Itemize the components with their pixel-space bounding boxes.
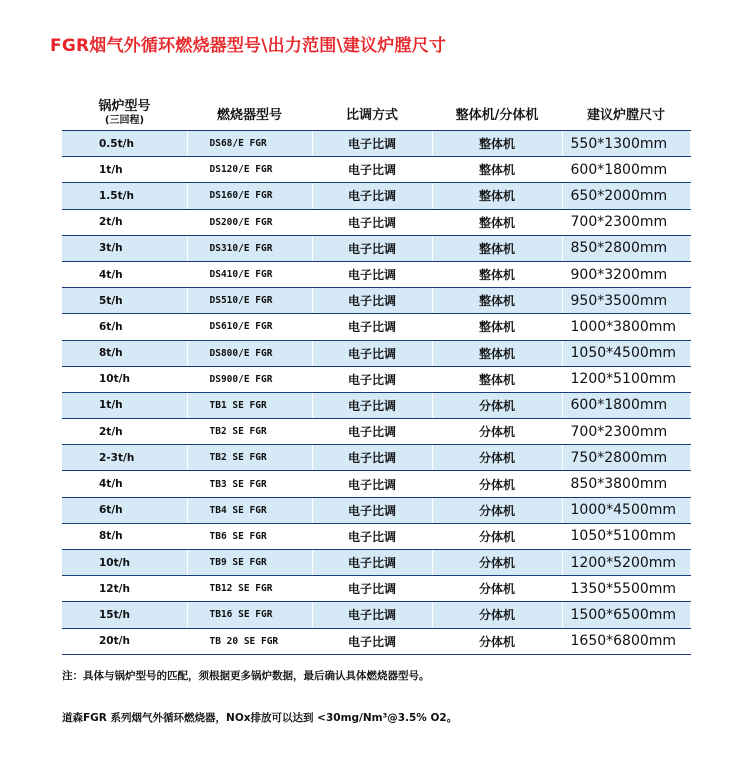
burner-model-cell: TB4 SE FGR bbox=[187, 497, 312, 523]
regulation-cell: 电子比调 bbox=[312, 131, 432, 157]
unit-type-cell: 分体机 bbox=[432, 445, 562, 471]
boiler-type-cell: 6t/h bbox=[62, 314, 187, 340]
burner-model-cell: DS200/E FGR bbox=[187, 209, 312, 235]
regulation-cell: 电子比调 bbox=[312, 288, 432, 314]
table-row bbox=[62, 497, 690, 523]
regulation-cell: 电子比调 bbox=[312, 602, 432, 628]
boiler-type-cell: 1t/h bbox=[62, 157, 187, 183]
regulation-cell: 电子比调 bbox=[312, 576, 432, 602]
burner-model-cell: TB12 SE FGR bbox=[187, 576, 312, 602]
unit-type-cell: 整体机 bbox=[432, 157, 562, 183]
table-row bbox=[62, 314, 690, 340]
boiler-type-cell: 2t/h bbox=[62, 419, 187, 445]
unit-type-cell: 整体机 bbox=[432, 209, 562, 235]
regulation-cell: 电子比调 bbox=[312, 157, 432, 183]
boiler-type-cell: 10t/h bbox=[62, 366, 187, 392]
boiler-type-cell: 6t/h bbox=[62, 497, 187, 523]
table-row bbox=[62, 157, 690, 183]
table-row bbox=[62, 576, 690, 602]
header-boiler-type bbox=[62, 97, 187, 131]
regulation-cell: 电子比调 bbox=[312, 183, 432, 209]
regulation-cell: 电子比调 bbox=[312, 628, 432, 654]
unit-type-cell: 分体机 bbox=[432, 523, 562, 549]
unit-type-cell: 分体机 bbox=[432, 576, 562, 602]
header-unit-type: 整体机/分体机 bbox=[432, 97, 562, 131]
table-row bbox=[62, 628, 690, 654]
furnace-size-cell: 600*1800mm bbox=[562, 157, 690, 183]
boiler-type-cell: 15t/h bbox=[62, 602, 187, 628]
burner-model-cell: TB16 SE FGR bbox=[187, 602, 312, 628]
table-row bbox=[62, 419, 690, 445]
boiler-type-cell: 12t/h bbox=[62, 576, 187, 602]
unit-type-cell: 整体机 bbox=[432, 340, 562, 366]
unit-type-cell: 整体机 bbox=[432, 131, 562, 157]
boiler-type-cell: 20t/h bbox=[62, 628, 187, 654]
furnace-size-cell: 900*3200mm bbox=[562, 261, 690, 287]
burner-model-cell: TB9 SE FGR bbox=[187, 550, 312, 576]
table-row bbox=[62, 366, 690, 392]
regulation-cell: 电子比调 bbox=[312, 261, 432, 287]
table-row bbox=[62, 523, 690, 549]
burner-model-cell: TB1 SE FGR bbox=[187, 392, 312, 418]
unit-type-cell: 分体机 bbox=[432, 628, 562, 654]
regulation-cell: 电子比调 bbox=[312, 419, 432, 445]
unit-type-cell: 整体机 bbox=[432, 261, 562, 287]
burner-model-cell: TB 20 SE FGR bbox=[187, 628, 312, 654]
boiler-type-cell: 5t/h bbox=[62, 288, 187, 314]
regulation-cell: 电子比调 bbox=[312, 471, 432, 497]
boiler-type-cell: 8t/h bbox=[62, 523, 187, 549]
header-regulation: 比调方式 bbox=[312, 97, 432, 131]
furnace-size-cell: 1200*5200mm bbox=[562, 550, 690, 576]
unit-type-cell: 分体机 bbox=[432, 392, 562, 418]
header-boiler-type-label: 锅炉型号 bbox=[98, 98, 151, 114]
burner-model-cell: DS310/E FGR bbox=[187, 235, 312, 261]
header-boiler-type-sub: (三回程) bbox=[104, 114, 145, 126]
table-row bbox=[62, 288, 690, 314]
furnace-size-cell: 1200*5100mm bbox=[562, 366, 690, 392]
regulation-cell: 电子比调 bbox=[312, 497, 432, 523]
burner-spec-table bbox=[62, 97, 691, 655]
unit-type-cell: 整体机 bbox=[432, 235, 562, 261]
table-header-row bbox=[62, 97, 690, 131]
burner-model-cell: TB2 SE FGR bbox=[187, 445, 312, 471]
unit-type-cell: 整体机 bbox=[432, 183, 562, 209]
table-row bbox=[62, 392, 690, 418]
regulation-cell: 电子比调 bbox=[312, 209, 432, 235]
boiler-type-cell: 4t/h bbox=[62, 261, 187, 287]
unit-type-cell: 整体机 bbox=[432, 366, 562, 392]
header-furnace-size: 建议炉膛尺寸 bbox=[562, 97, 690, 131]
table-row bbox=[62, 209, 690, 235]
page-title: FGR烟气外循环燃烧器型号\出力范围\建议炉膛尺寸 bbox=[50, 36, 447, 56]
furnace-size-cell: 1000*3800mm bbox=[562, 314, 690, 340]
furnace-size-cell: 1350*5500mm bbox=[562, 576, 690, 602]
furnace-size-cell: 1050*5100mm bbox=[562, 523, 690, 549]
table-row bbox=[62, 340, 690, 366]
burner-model-cell: TB2 SE FGR bbox=[187, 419, 312, 445]
boiler-type-cell: 10t/h bbox=[62, 550, 187, 576]
furnace-size-cell: 1650*6800mm bbox=[562, 628, 690, 654]
furnace-size-cell: 950*3500mm bbox=[562, 288, 690, 314]
boiler-type-cell: 1.5t/h bbox=[62, 183, 187, 209]
burner-model-cell: DS410/E FGR bbox=[187, 261, 312, 287]
table-row bbox=[62, 261, 690, 287]
table-row bbox=[62, 183, 690, 209]
furnace-size-cell: 1050*4500mm bbox=[562, 340, 690, 366]
regulation-cell: 电子比调 bbox=[312, 445, 432, 471]
header-burner-model: 燃烧器型号 bbox=[187, 97, 312, 131]
footnote-emission: 道森FGR 系列烟气外循环燃烧器，NOx排放可以达到 <30mg/Nm³@3.5% O2。 bbox=[62, 712, 458, 724]
regulation-cell: 电子比调 bbox=[312, 340, 432, 366]
burner-model-cell: DS120/E FGR bbox=[187, 157, 312, 183]
regulation-cell: 电子比调 bbox=[312, 392, 432, 418]
burner-model-cell: DS160/E FGR bbox=[187, 183, 312, 209]
unit-type-cell: 整体机 bbox=[432, 314, 562, 340]
burner-model-cell: DS510/E FGR bbox=[187, 288, 312, 314]
boiler-type-cell: 1t/h bbox=[62, 392, 187, 418]
burner-model-cell: DS610/E FGR bbox=[187, 314, 312, 340]
furnace-size-cell: 1500*6500mm bbox=[562, 602, 690, 628]
furnace-size-cell: 850*3800mm bbox=[562, 471, 690, 497]
unit-type-cell: 分体机 bbox=[432, 419, 562, 445]
burner-model-cell: TB3 SE FGR bbox=[187, 471, 312, 497]
furnace-size-cell: 700*2300mm bbox=[562, 419, 690, 445]
regulation-cell: 电子比调 bbox=[312, 550, 432, 576]
furnace-size-cell: 750*2800mm bbox=[562, 445, 690, 471]
burner-model-cell: DS900/E FGR bbox=[187, 366, 312, 392]
unit-type-cell: 分体机 bbox=[432, 550, 562, 576]
table-row bbox=[62, 235, 690, 261]
burner-model-cell: DS68/E FGR bbox=[187, 131, 312, 157]
burner-model-cell: DS800/E FGR bbox=[187, 340, 312, 366]
furnace-size-cell: 550*1300mm bbox=[562, 131, 690, 157]
furnace-size-cell: 1000*4500mm bbox=[562, 497, 690, 523]
furnace-size-cell: 600*1800mm bbox=[562, 392, 690, 418]
burner-model-cell: TB6 SE FGR bbox=[187, 523, 312, 549]
table-row bbox=[62, 131, 690, 157]
furnace-size-cell: 650*2000mm bbox=[562, 183, 690, 209]
unit-type-cell: 分体机 bbox=[432, 602, 562, 628]
furnace-size-cell: 700*2300mm bbox=[562, 209, 690, 235]
boiler-type-cell: 2-3t/h bbox=[62, 445, 187, 471]
table-row bbox=[62, 445, 690, 471]
unit-type-cell: 分体机 bbox=[432, 471, 562, 497]
furnace-size-cell: 850*2800mm bbox=[562, 235, 690, 261]
table-row bbox=[62, 471, 690, 497]
footnote-matching: 注：具体与锅炉型号的匹配，须根据更多锅炉数据，最后确认具体燃烧器型号。 bbox=[62, 670, 430, 682]
table-row bbox=[62, 602, 690, 628]
regulation-cell: 电子比调 bbox=[312, 366, 432, 392]
table-row bbox=[62, 550, 690, 576]
unit-type-cell: 分体机 bbox=[432, 497, 562, 523]
boiler-type-cell: 0.5t/h bbox=[62, 131, 187, 157]
regulation-cell: 电子比调 bbox=[312, 314, 432, 340]
boiler-type-cell: 3t/h bbox=[62, 235, 187, 261]
regulation-cell: 电子比调 bbox=[312, 235, 432, 261]
boiler-type-cell: 8t/h bbox=[62, 340, 187, 366]
unit-type-cell: 整体机 bbox=[432, 288, 562, 314]
boiler-type-cell: 2t/h bbox=[62, 209, 187, 235]
boiler-type-cell: 4t/h bbox=[62, 471, 187, 497]
regulation-cell: 电子比调 bbox=[312, 523, 432, 549]
